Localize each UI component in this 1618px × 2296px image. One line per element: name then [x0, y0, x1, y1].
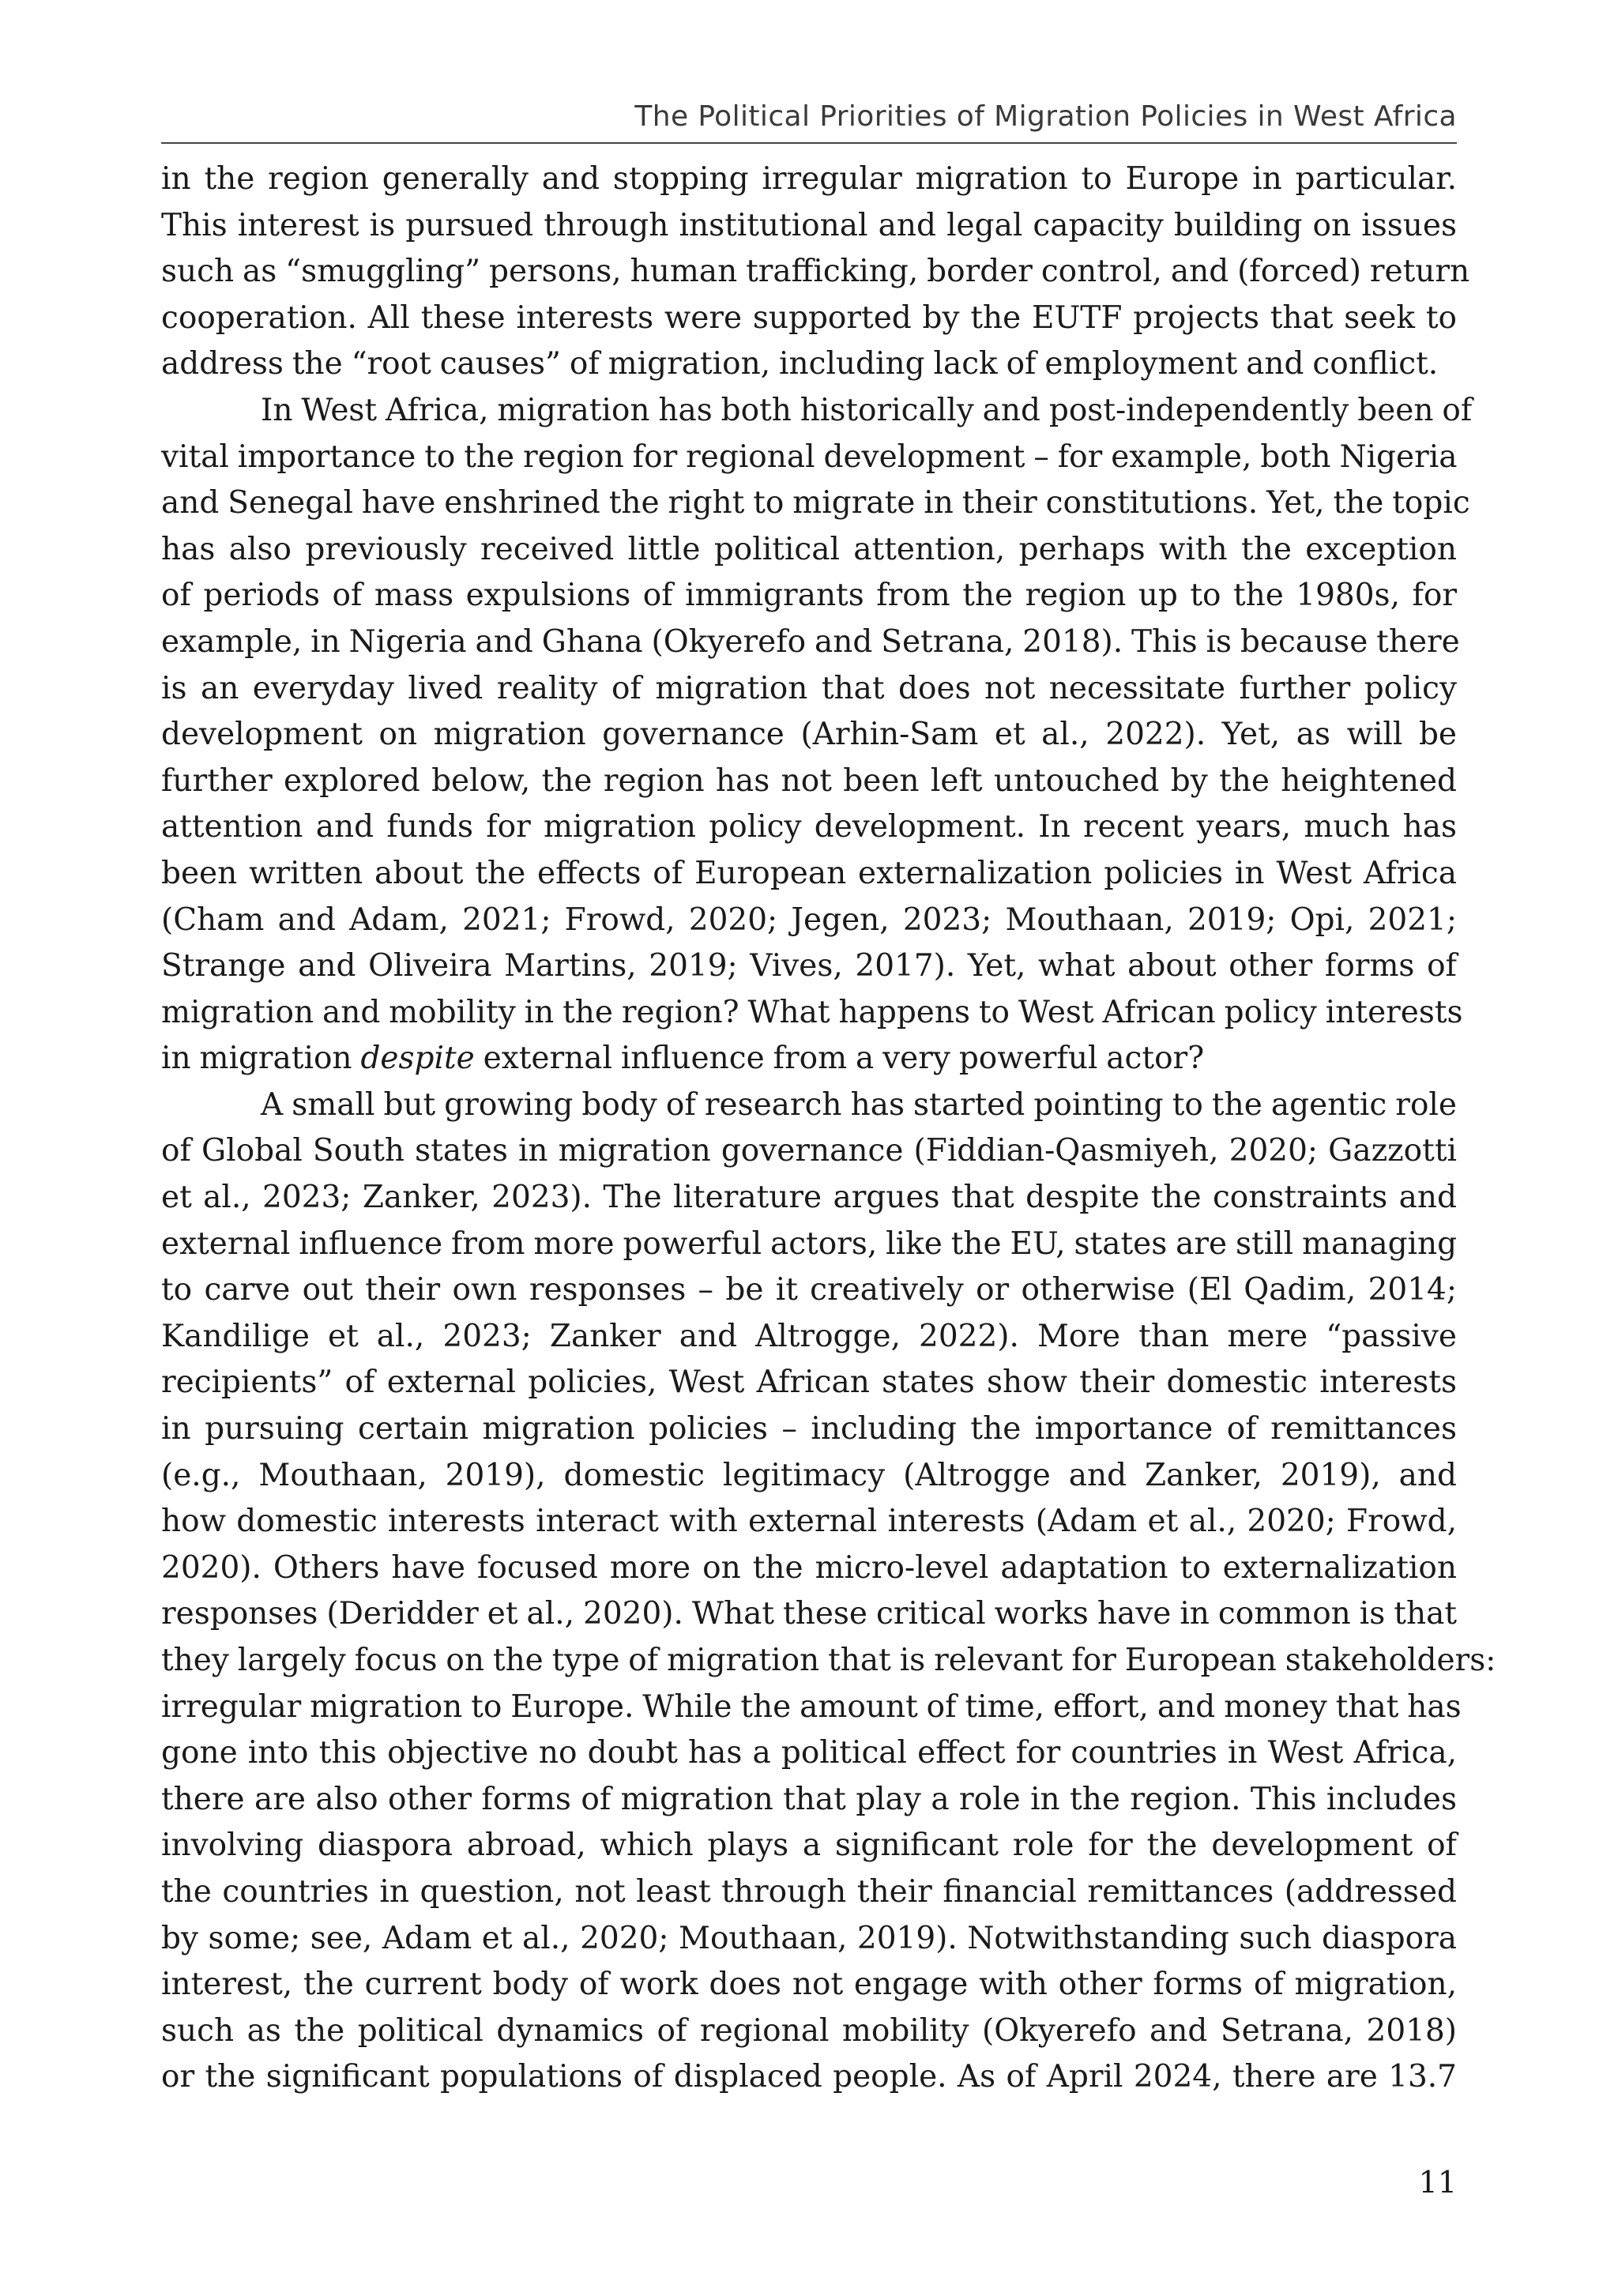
text-line: In West Africa, migration has both historically and post-independently been of: [261, 392, 1473, 428]
text-run: in migration: [161, 1041, 361, 1077]
text-line: Strange and Oliveira Martins, 2019; Vives, 2017). Yet, what about other forms of: [161, 948, 1457, 984]
text-line: 2020). Others have focused more on the micro-level adaptation to externalization: [161, 1549, 1457, 1586]
text-line: This interest is pursued through institutional and legal capacity building on issues: [161, 207, 1457, 243]
running-header: The Political Priorities of Migration Policies in West Africa: [634, 100, 1457, 133]
text-line: Kandilige et al., 2023; Zanker and Altrogge, 2022). More than mere “passive: [161, 1318, 1457, 1354]
text-line: external influence from more powerful actors, like the EU, states are still managing: [161, 1225, 1458, 1262]
text-line: is an everyday lived reality of migration that does not necessitate further policy: [161, 670, 1457, 706]
text-line: vital importance to the region for regional development – for example, both Nigeria: [161, 438, 1458, 475]
text-line: address the “root causes” of migration, including lack of employment and conflict.: [161, 346, 1439, 382]
text-line: irregular migration to Europe. While the amount of time, effort, and money that has: [161, 1688, 1462, 1725]
text-line: cooperation. All these interests were supported by the EUTF projects that seek to: [161, 299, 1457, 336]
text-line: how domestic interests interact with external interests (Adam et al., 2020; Frowd,: [161, 1504, 1457, 1540]
emphasis-word: despite: [360, 1041, 475, 1077]
text-line: to carve out their own responses – be it creatively or otherwise (El Qadim, 2014;: [161, 1272, 1457, 1308]
text-line: recipients” of external policies, West African states show their domestic interests: [161, 1364, 1457, 1401]
text-line: example, in Nigeria and Ghana (Okyerefo and Setrana, 2018). This is because there: [161, 623, 1460, 660]
text-line: development on migration governance (Arhin-Sam et al., 2022). Yet, as will be: [161, 717, 1457, 753]
text-line: they largely focus on the type of migration that is relevant for European stakeholders:: [161, 1643, 1496, 1678]
text-line: attention and funds for migration policy development. In recent years, much has: [161, 809, 1457, 845]
text-line: and Senegal have enshrined the right to migrate in their constitutions. Yet, the topic: [161, 485, 1470, 521]
text-line: interest, the current body of work does not engage with other forms of migration,: [161, 1967, 1457, 2003]
text-line: involving diaspora abroad, which plays a significant role for the development of: [161, 1827, 1457, 1864]
text-line: responses (Deridder et al., 2020). What these critical works have in common is that: [161, 1596, 1457, 1632]
text-run: external influence from a very powerful actor?: [474, 1041, 1205, 1077]
text-line: the countries in question, not least through their financial remittances (addressed: [161, 1873, 1457, 1910]
text-line: gone into this objective no doubt has a political effect for countries in West Africa,: [161, 1735, 1457, 1771]
text-line: (e.g., Mouthaan, 2019), domestic legitimacy (Altrogge and Zanker, 2019), and: [161, 1457, 1457, 1493]
text-line: by some; see, Adam et al., 2020; Mouthaan, 2019). Notwithstanding such diaspora: [161, 1920, 1457, 1956]
body-text: [161, 156, 1496, 2101]
text-line: or the significant populations of displaced people. As of April 2024, there are 13.7: [161, 2059, 1457, 2095]
text-line: (Cham and Adam, 2021; Frowd, 2020; Jegen, 2023; Mouthaan, 2019; Opi, 2021;: [161, 901, 1457, 938]
text-line: of Global South states in migration governance (Fiddian-Qasmiyeh, 2020; Gazzotti: [161, 1133, 1457, 1169]
text-line-with-emphasis: [161, 1036, 1457, 1082]
text-line: there are also other forms of migration that play a role in the region. This includes: [161, 1781, 1457, 1817]
text-line: further explored below, the region has not been left untouched by the heightened: [161, 762, 1457, 799]
text-line: in the region generally and stopping irregular migration to Europe in particular.: [161, 161, 1457, 197]
text-line: been written about the effects of European externalization policies in West Africa: [161, 855, 1457, 891]
text-line: A small but growing body of research has started pointing to the agentic role: [261, 1086, 1457, 1123]
page-number: 11: [1418, 2165, 1457, 2200]
text-line: et al., 2023; Zanker, 2023). The literature argues that despite the constraints and: [161, 1180, 1457, 1216]
text-line: migration and mobility in the region? What happens to West African policy interests: [161, 994, 1463, 1030]
text-line: in pursuing certain migration policies – including the importance of remittances: [161, 1411, 1457, 1447]
text-line: has also previously received little political attention, perhaps with the exception: [161, 531, 1457, 567]
text-line: such as “smuggling” persons, human trafficking, border control, and (forced) return: [161, 254, 1470, 290]
header-rule: [161, 142, 1457, 144]
text-line: such as the political dynamics of regional mobility (Okyerefo and Setrana, 2018): [161, 2012, 1457, 2049]
text-line: of periods of mass expulsions of immigrants from the region up to the 1980s, for: [161, 578, 1457, 614]
